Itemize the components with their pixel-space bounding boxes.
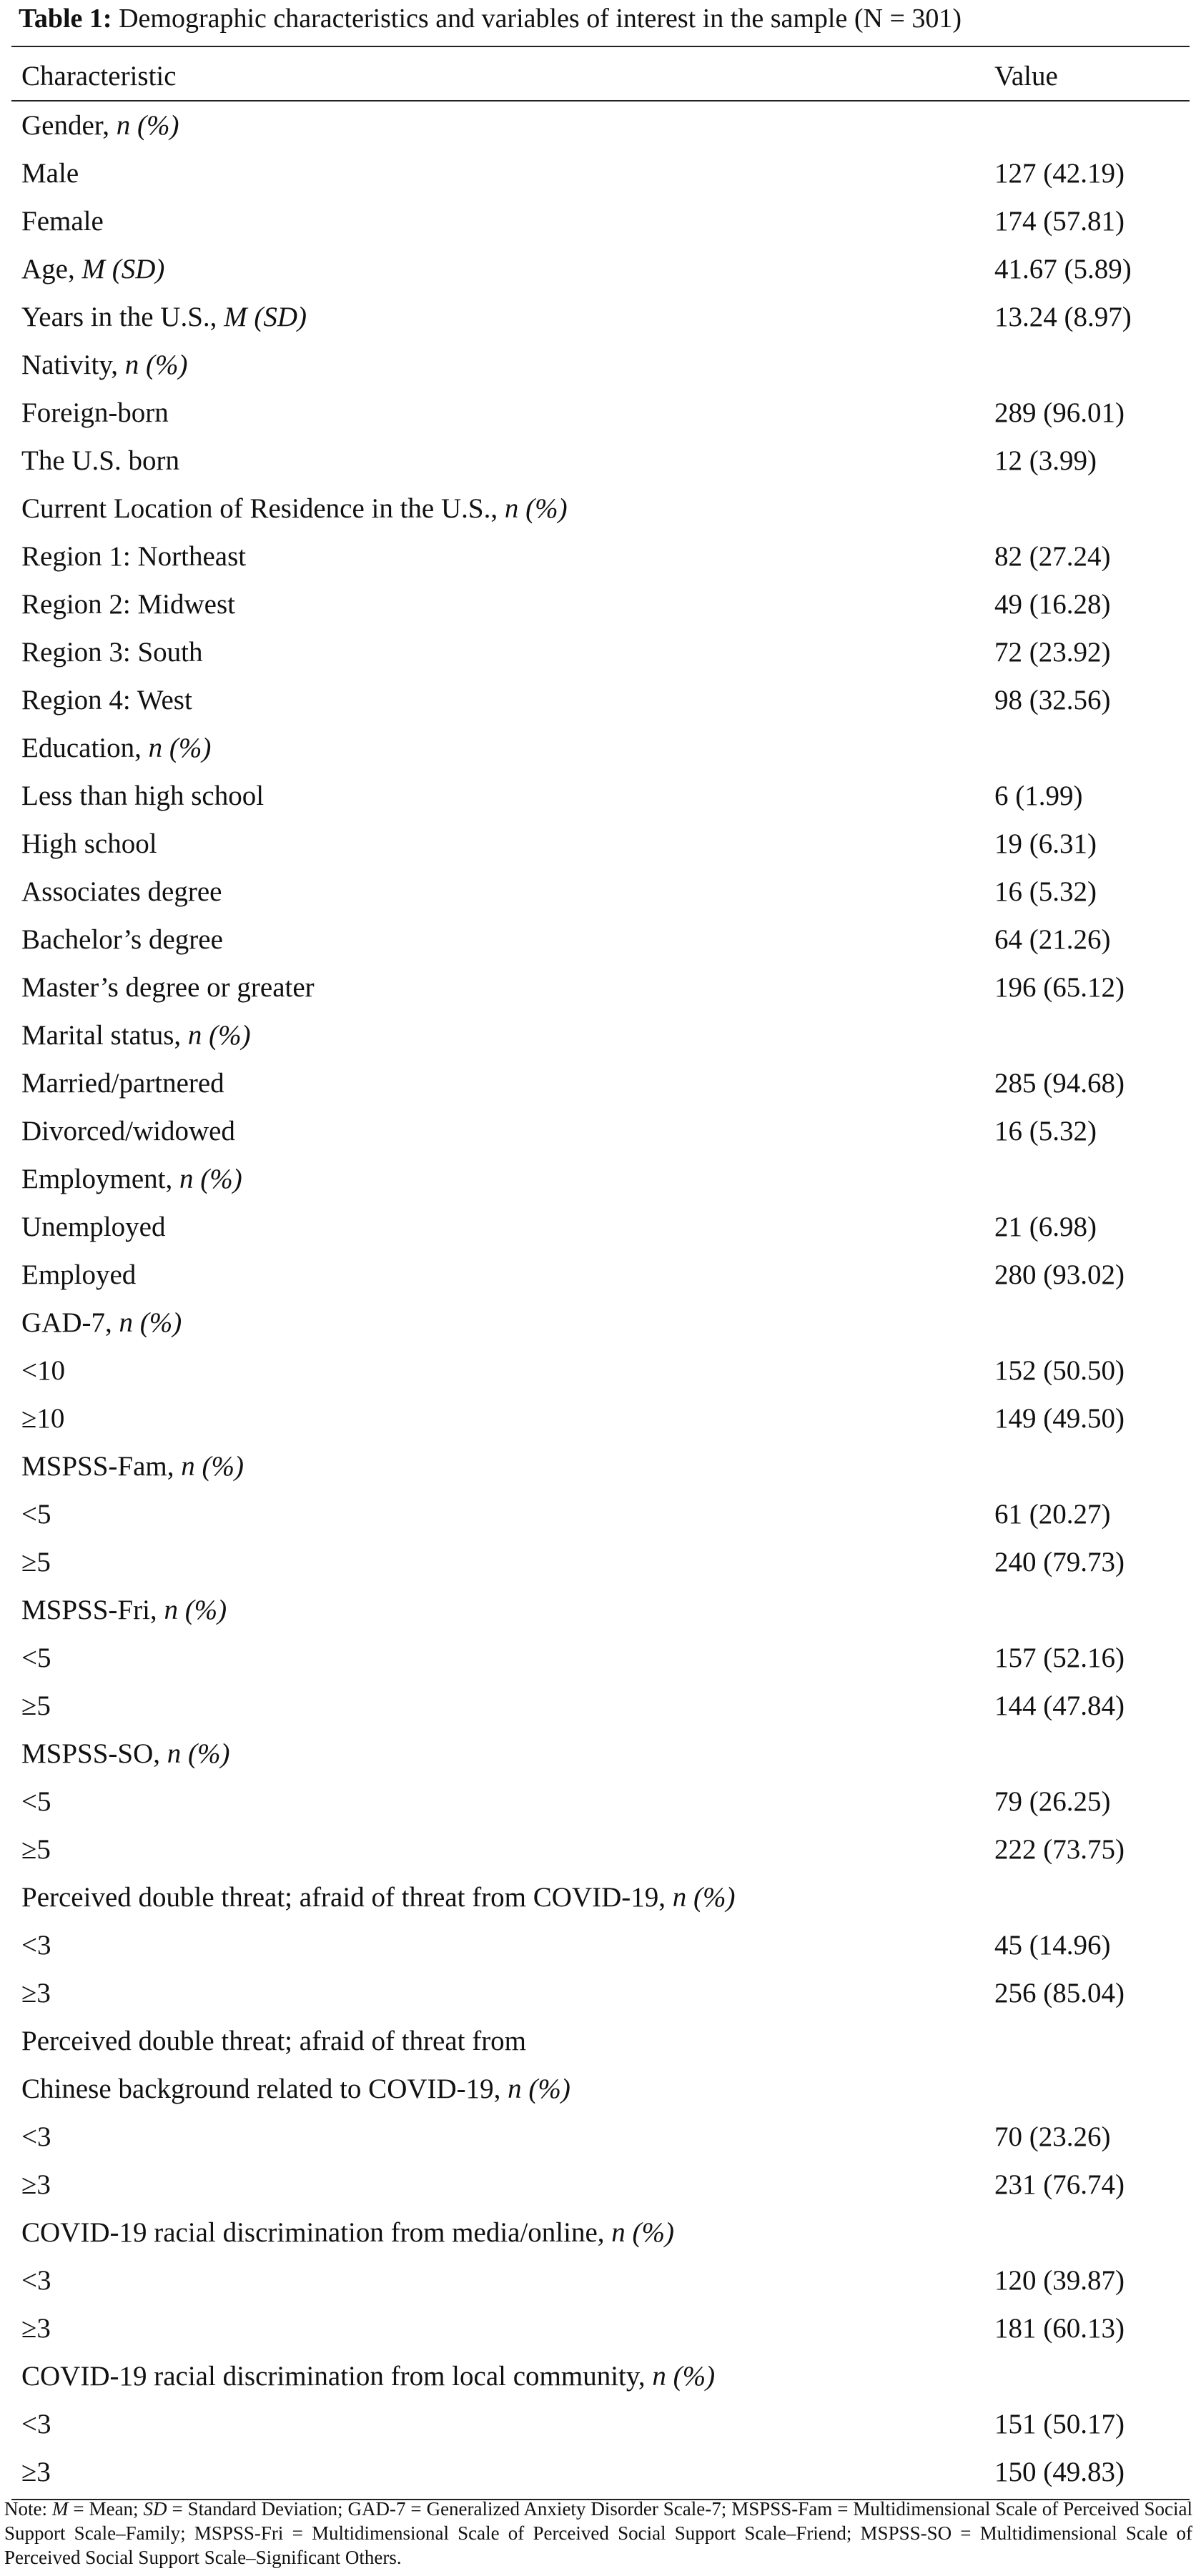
row-value: 150 (49.83) [994, 2457, 1125, 2487]
note-prefix: Note: [4, 2498, 47, 2520]
row-characteristic [21, 2257, 51, 2304]
row-characteristic [21, 1634, 51, 1682]
row-label-text: COVID-19 racial discrimination from media/online, [21, 2217, 605, 2248]
row-label-line2 [21, 2065, 570, 2113]
row-characteristic [21, 437, 179, 485]
table-row [0, 2448, 1196, 2496]
row-label-text: Employed [21, 1259, 137, 1290]
row-label-text: ≥10 [21, 1403, 65, 1434]
row-value: 120 (39.87) [994, 2265, 1125, 2296]
row-label-text: Gender, [21, 110, 109, 141]
table-category-row [0, 1011, 1196, 1059]
row-value: 280 (93.02) [994, 1259, 1125, 1290]
row-stat: n (%) [167, 1738, 230, 1769]
row-value: 196 (65.12) [994, 972, 1125, 1003]
table-row [0, 2161, 1196, 2209]
table-row [0, 2304, 1196, 2352]
row-value: 72 (23.92) [994, 637, 1111, 668]
row-label-text: The U.S. born [21, 445, 179, 476]
table-category-row [0, 101, 1196, 149]
row-label-text: <10 [21, 1355, 65, 1386]
row-characteristic [21, 293, 307, 341]
row-value: 256 (85.04) [994, 1978, 1125, 2008]
note-m-symbol: M [51, 2498, 69, 2520]
row-label-text: Foreign-born [21, 397, 169, 428]
row-value: 12 (3.99) [994, 445, 1097, 476]
table-row [0, 1490, 1196, 1538]
row-label-text: <3 [21, 2121, 51, 2152]
row-label-text: Education, [21, 733, 142, 763]
table-category-row [0, 2209, 1196, 2257]
row-label-text: MSPSS-Fri, [21, 1595, 157, 1625]
row-value: 16 (5.32) [994, 1116, 1097, 1146]
row-characteristic [21, 963, 315, 1011]
row-characteristic [21, 1203, 165, 1251]
row-label-text: <3 [21, 2265, 51, 2296]
row-characteristic [21, 1586, 227, 1634]
row-label-text: ≥3 [21, 2457, 51, 2487]
row-value: 16 (5.32) [994, 876, 1097, 907]
row-label-text: Marital status, [21, 1020, 182, 1051]
table-row [0, 1394, 1196, 1442]
row-value: 19 (6.31) [994, 828, 1097, 859]
row-stat: n (%) [116, 110, 179, 141]
row-label-text: Region 4: West [21, 685, 192, 715]
row-value: 289 (96.01) [994, 397, 1125, 428]
row-value: 127 (42.19) [994, 158, 1125, 189]
table-row [0, 628, 1196, 676]
table-note [4, 2497, 1192, 2570]
row-stat: n (%) [119, 1307, 182, 1338]
row-value: 149 (49.50) [994, 1403, 1125, 1434]
table-category-row [0, 2017, 1196, 2113]
table-row [0, 1538, 1196, 1586]
row-label-text: Female [21, 206, 104, 237]
row-characteristic [21, 1778, 51, 1826]
row-characteristic [21, 580, 235, 628]
row-characteristic [21, 389, 169, 437]
row-label-text: Region 2: Midwest [21, 589, 235, 620]
row-value: 144 (47.84) [994, 1690, 1125, 1721]
table-category-row [0, 245, 1196, 293]
table-row [0, 2400, 1196, 2448]
row-stat: n (%) [504, 493, 568, 524]
row-label-text: Married/partnered [21, 1068, 224, 1099]
row-characteristic [21, 2304, 51, 2352]
row-label-text: Unemployed [21, 1212, 166, 1242]
table-row [0, 963, 1196, 1011]
row-label-text: Perceived double threat; afraid of threat from COVID-19, [21, 1882, 666, 1913]
row-characteristic [21, 1490, 51, 1538]
row-label-text: ≥3 [21, 2169, 51, 2200]
row-value: 285 (94.68) [994, 1068, 1125, 1099]
row-label-text: Age, [21, 254, 75, 284]
table-row [0, 197, 1196, 245]
row-value: 231 (76.74) [994, 2169, 1125, 2200]
row-label-text: Chinese background related to COVID-19, [21, 2074, 501, 2104]
row-stat: n (%) [187, 1020, 251, 1051]
row-label-text: ≥3 [21, 2313, 51, 2344]
table-row [0, 437, 1196, 485]
row-characteristic [21, 1873, 735, 1921]
table-row [0, 1251, 1196, 1299]
row-label-text: Male [21, 158, 79, 189]
row-label-text: Master’s degree or greater [21, 972, 315, 1003]
row-value: 151 (50.17) [994, 2409, 1125, 2439]
row-stat: n (%) [148, 733, 212, 763]
table-row [0, 1634, 1196, 1682]
table-category-row [0, 1299, 1196, 1347]
row-value: 240 (79.73) [994, 1547, 1125, 1577]
header-value: Value [994, 61, 1058, 91]
row-label-text: MSPSS-Fam, [21, 1451, 174, 1482]
row-characteristic [21, 676, 192, 724]
row-characteristic [21, 1682, 51, 1730]
row-label-text: ≥5 [21, 1690, 51, 1721]
row-characteristic [21, 1394, 64, 1442]
row-value: 79 (26.25) [994, 1786, 1111, 1817]
row-characteristic [21, 2161, 51, 2209]
row-characteristic [21, 1826, 51, 1873]
row-label-text: ≥5 [21, 1547, 51, 1577]
row-characteristic [21, 772, 264, 820]
row-characteristic [21, 532, 246, 580]
table-row [0, 1921, 1196, 1969]
table-row [0, 820, 1196, 868]
row-stat: M (SD) [81, 254, 165, 284]
row-label-text: Region 1: Northeast [21, 541, 247, 572]
row-stat: n (%) [164, 1595, 227, 1625]
row-characteristic [21, 2113, 51, 2161]
row-characteristic [21, 1442, 244, 1490]
row-label-text: Bachelor’s degree [21, 924, 223, 955]
table-row [0, 532, 1196, 580]
row-value: 21 (6.98) [994, 1212, 1097, 1242]
row-stat: n (%) [124, 350, 188, 380]
row-label-text: GAD-7, [21, 1307, 112, 1338]
table-row [0, 2113, 1196, 2161]
row-characteristic [21, 2448, 51, 2496]
row-characteristic [21, 2400, 51, 2448]
table-row [0, 1969, 1196, 2017]
table-category-row [0, 293, 1196, 341]
row-value: 181 (60.13) [994, 2313, 1125, 2344]
table-row [0, 916, 1196, 963]
row-label-text: Divorced/widowed [21, 1116, 235, 1146]
row-characteristic [21, 1969, 51, 2017]
row-stat: n (%) [179, 1164, 242, 1194]
row-characteristic [21, 724, 211, 772]
row-label-text: Years in the U.S., [21, 302, 217, 332]
row-characteristic [21, 197, 104, 245]
row-label-line1: Perceived double threat; afraid of threat from [21, 2026, 527, 2056]
row-label-text: <3 [21, 2409, 51, 2439]
row-characteristic [21, 341, 188, 389]
table-row [0, 149, 1196, 197]
row-characteristic [21, 1347, 65, 1394]
row-characteristic [21, 1251, 136, 1299]
row-characteristic [21, 101, 179, 149]
header-characteristic: Characteristic [21, 61, 177, 91]
row-label-text: <5 [21, 1786, 51, 1817]
row-value: 61 (20.27) [994, 1499, 1111, 1530]
row-characteristic [21, 916, 223, 963]
table-category-row [0, 1586, 1196, 1634]
row-characteristic [21, 1538, 51, 1586]
table-row [0, 389, 1196, 437]
row-value: 222 (73.75) [994, 1834, 1125, 1865]
row-value: 49 (16.28) [994, 589, 1111, 620]
row-characteristic [21, 1011, 251, 1059]
table-category-row [0, 1730, 1196, 1778]
table-row [0, 676, 1196, 724]
row-value: 82 (27.24) [994, 541, 1111, 572]
note-m-text: = Mean; [73, 2498, 139, 2520]
row-label-text: Associates degree [21, 876, 222, 907]
row-value: 98 (32.56) [994, 685, 1111, 715]
table-row [0, 1778, 1196, 1826]
table-row [0, 1682, 1196, 1730]
row-stat: M (SD) [224, 302, 307, 332]
row-stat: n (%) [611, 2217, 675, 2248]
row-label-text: <3 [21, 1930, 51, 1961]
row-stat: n (%) [672, 1882, 736, 1913]
row-characteristic [21, 485, 568, 532]
row-value: 152 (50.50) [994, 1355, 1125, 1386]
table-category-row [0, 724, 1196, 772]
table-category-row [0, 485, 1196, 532]
row-label-text: High school [21, 828, 157, 859]
table-caption-text: Demographic characteristics and variables of interest in the sample (N = 301) [119, 4, 962, 34]
row-characteristic [21, 1921, 51, 1969]
row-characteristic [21, 149, 79, 197]
row-characteristic [21, 1299, 182, 1347]
row-label-text: <5 [21, 1499, 51, 1530]
row-value: 41.67 (5.89) [994, 254, 1132, 284]
row-value: 70 (23.26) [994, 2121, 1111, 2152]
row-label-text: Region 3: South [21, 637, 203, 668]
table-row [0, 1203, 1196, 1251]
table-category-row [0, 341, 1196, 389]
row-stat: n (%) [652, 2361, 716, 2392]
row-label-text: Employment, [21, 1164, 173, 1194]
table-row [0, 1059, 1196, 1107]
table-category-row [0, 1442, 1196, 1490]
note-sd-symbol: SD [143, 2498, 167, 2520]
table-caption [19, 1, 1191, 36]
row-label-text: COVID-19 racial discrimination from local community, [21, 2361, 646, 2392]
row-label-text: <5 [21, 1643, 51, 1673]
table-category-row [0, 1155, 1196, 1203]
row-characteristic [21, 2209, 674, 2257]
row-stat: n (%) [508, 2074, 570, 2104]
row-characteristic [21, 1107, 235, 1155]
row-value: 13.24 (8.97) [994, 302, 1132, 332]
row-value: 45 (14.96) [994, 1930, 1111, 1961]
row-value: 174 (57.81) [994, 206, 1125, 237]
row-characteristic [21, 1155, 242, 1203]
table-caption-label: Table 1: [19, 4, 112, 34]
table-header-row [0, 52, 1196, 100]
table-row [0, 1826, 1196, 1873]
top-rule [11, 46, 1190, 47]
table-category-row [0, 1873, 1196, 1921]
row-label-text: Current Location of Residence in the U.S., [21, 493, 498, 524]
row-characteristic [21, 1059, 224, 1107]
table-row [0, 868, 1196, 916]
row-characteristic [21, 245, 164, 293]
table-row [0, 2257, 1196, 2304]
table-row [0, 1107, 1196, 1155]
table-row [0, 580, 1196, 628]
row-label-text: Nativity, [21, 350, 119, 380]
row-label-text: Less than high school [21, 781, 265, 811]
table-row [0, 772, 1196, 820]
note-rest: = Standard Deviation; GAD-7 = Generalized Anxiety Disorder Scale-7; MSPSS-Fam = Multidimensional Scale of Perceived Social Support Scale–Family; MSPSS-Fri = Multidimensional Scale of Perceived Social Support Scale–Friend; MSPSS-SO = Multidimensional Scale of Perceived Social Support Scale–Significant Others. [4, 2498, 1193, 2568]
table-category-row [0, 2352, 1196, 2400]
row-label-text: ≥5 [21, 1834, 51, 1865]
row-characteristic [21, 2017, 570, 2113]
row-characteristic [21, 820, 157, 868]
row-characteristic [21, 868, 222, 916]
row-value: 6 (1.99) [994, 781, 1083, 811]
row-characteristic [21, 1730, 230, 1778]
row-characteristic [21, 2352, 715, 2400]
row-label-text: MSPSS-SO, [21, 1738, 161, 1769]
row-label-text: ≥3 [21, 1978, 51, 2008]
row-value: 64 (21.26) [994, 924, 1111, 955]
row-characteristic [21, 628, 203, 676]
table-row [0, 1347, 1196, 1394]
row-value: 157 (52.16) [994, 1643, 1125, 1673]
row-stat: n (%) [181, 1451, 244, 1482]
